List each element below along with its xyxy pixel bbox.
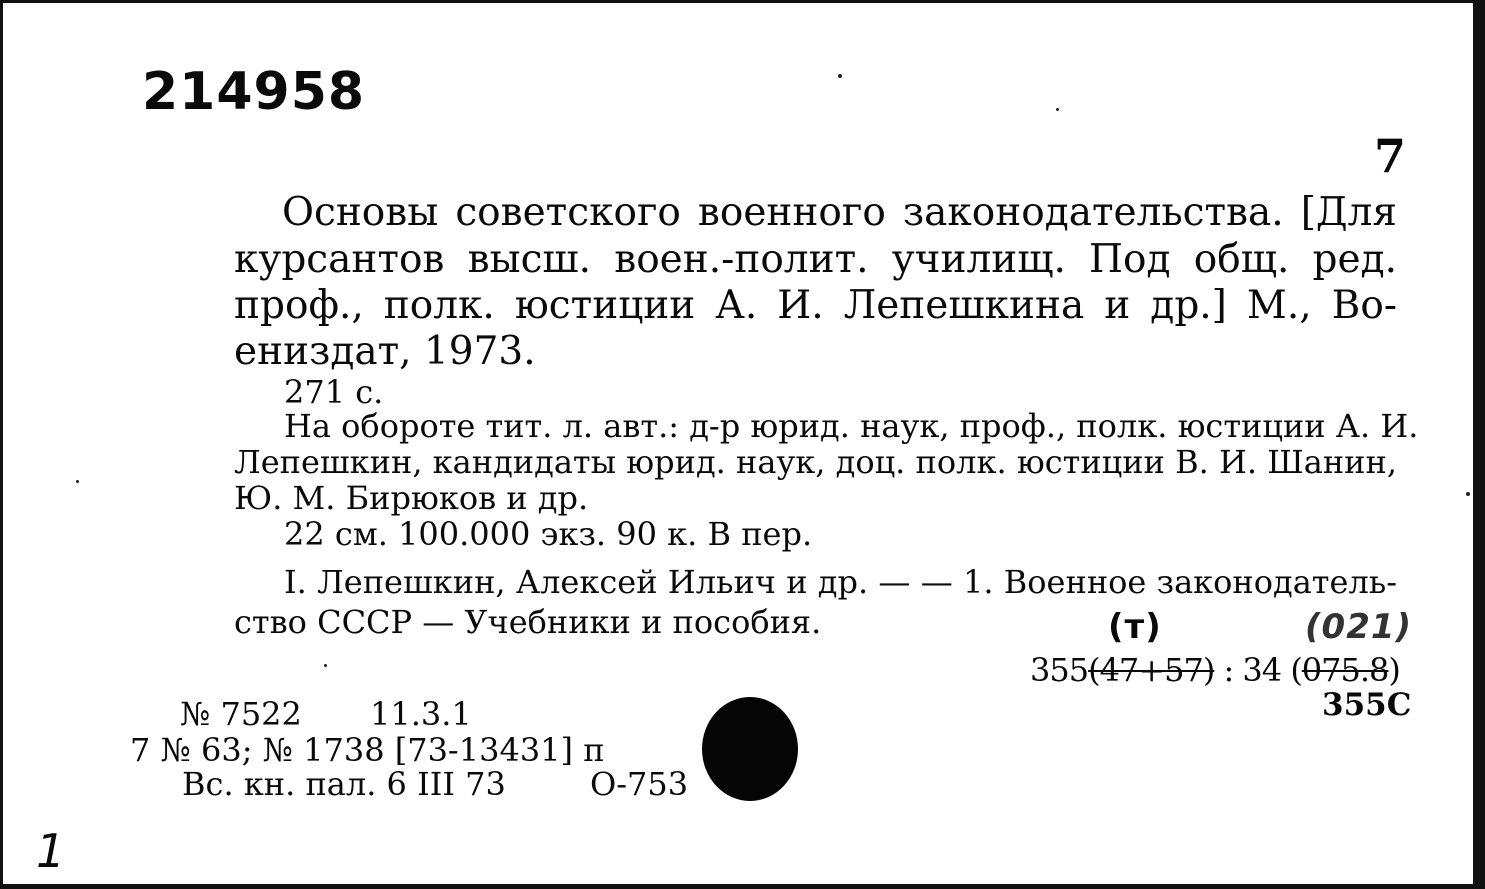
- book-chamber-line: Вс. кн. пал. 6 III 73: [182, 765, 506, 803]
- udc-classification: [1030, 651, 1400, 689]
- note-line-2: Лепешкин, кандидаты юрид. наук, доц. полк. юстиции В. И. Шанин,: [234, 443, 1397, 481]
- section-number: 7: [1374, 129, 1407, 183]
- udc-struck-part-1: (47+57): [1088, 651, 1215, 689]
- physical-description: 22 см. 100.000 экз. 90 к. В пер.: [284, 515, 813, 553]
- card-border-bottom: [0, 884, 1485, 889]
- card-number: № 7522: [180, 695, 302, 733]
- card-border-right: [1473, 0, 1485, 889]
- classification-index: 11.3.1: [370, 695, 472, 733]
- handwritten-t-mark: (т): [1108, 607, 1162, 647]
- title-line-3: проф., полк. юстиции А. И. Лепешкина и др.] М., Во-: [234, 283, 1397, 328]
- title-line-2: курсантов высш. воен.-полит. училищ. Под общ. ред.: [234, 237, 1397, 282]
- card-border-top: [0, 0, 1485, 3]
- title-line-1: Основы советского военного законодательства. [Для: [282, 190, 1397, 235]
- note-line-1: На обороте тит. л. авт.: д-р юрид. наук, проф., полк. юстиции А. И.: [284, 407, 1419, 445]
- punched-hole: [702, 697, 798, 801]
- udc-struck-part-2: 075.8: [1301, 651, 1389, 689]
- corner-handwritten-mark: 1: [36, 824, 67, 878]
- registry-line: 7 № 63; № 1738 [73-13431] п: [130, 731, 605, 769]
- handwritten-accession-number: 214958: [142, 62, 366, 122]
- speck: [1056, 108, 1059, 111]
- udc-part-1: 355: [1030, 651, 1089, 689]
- subject-line-1: I. Лепешкин, Алексей Ильич и др. — — 1. Военное законодатель-: [284, 563, 1397, 601]
- speck: [324, 664, 327, 667]
- note-line-3: Ю. М. Бирюков и др.: [234, 479, 589, 517]
- shelf-mark: 355С: [1322, 687, 1412, 723]
- udc-part-3: ): [1388, 651, 1400, 689]
- title-line-4: ениздат, 1973.: [234, 329, 536, 374]
- speck: [1466, 492, 1470, 496]
- speck: [76, 480, 79, 483]
- order-number: О-753: [590, 765, 689, 803]
- handwritten-021-mark: (021): [1305, 607, 1413, 647]
- page-count: 271 с.: [284, 373, 384, 411]
- udc-part-2: : 34 (: [1214, 651, 1302, 689]
- subject-line-2: ство СССР — Учебники и пособия.: [234, 603, 822, 641]
- speck: [838, 74, 842, 78]
- card-border-left: [0, 0, 3, 889]
